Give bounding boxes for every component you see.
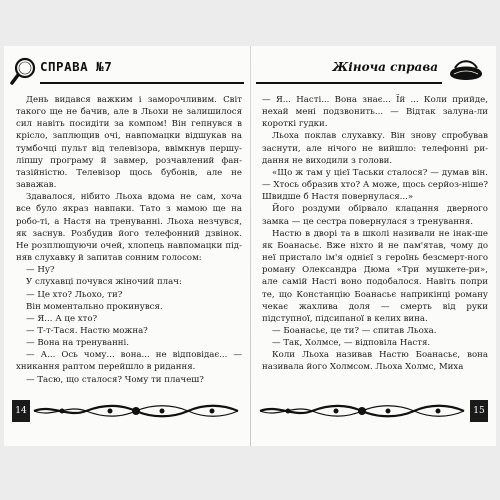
paragraph: — Так, Холмсе, — відповіла Настя. (272, 338, 431, 349)
paragraph: — Я... А це хто? (26, 313, 98, 324)
left-page-text (16, 94, 242, 386)
magnifier-icon (10, 56, 38, 86)
paragraph: Його роздуми обірвало клацання дверного замка — це сестра повернулася з тренування. (262, 204, 488, 227)
paragraph: День видався важким і заморочливим. Світ такого ще не бачив, але в Льохи не залишилося сил навіть посидіти за компом! Він гепнувся в крісло, заплющив очі, навпомацки відшукав на тумбочці пульт від телевізора, ввімкнув першу-ліпшу програму й завмер, розчавлений фан-тазійністю. Телевізор щось бубонів, але не заважав. (16, 95, 242, 191)
ornament (32, 403, 240, 419)
paragraph: «Що ж там у цієї Таськи сталося? — думав він. — Хтось образив хто? А може, щось серйоз-ніше? Швидше б Настя повернулася...» (262, 167, 488, 203)
right-page-text (262, 94, 488, 374)
paragraph: — Тасю, що сталося? Чому ти плачеш? (26, 374, 204, 385)
purse-icon (446, 58, 486, 84)
book-gutter (250, 46, 251, 446)
page-number: 14 (12, 400, 30, 422)
paragraph: — Т-т-Тася. Настю можна? (26, 325, 148, 336)
ornament (258, 403, 466, 419)
page-number: 15 (470, 400, 488, 422)
paragraph: Настю в дворі та в школі називали не інак-ше як Боанасьє. Вже ніхто й не пам'ятав, чому до неї пристало ім'я однієї з героїнь безсмерт-ного роману Олександра Дюма «Три мушкете-ри», але самій Насті воно подобалося. Навіть попри те, що Констанцію Боанасьє наприкінці роману чекає жахлива доля — смерть від руки підступної, підсипаної в келих вина. (262, 228, 488, 324)
header-rule (256, 82, 442, 84)
case-label: СПРАВА №7 (40, 59, 113, 74)
paragraph: Коли Льоха називав Настю Боанасьє, вона називала його Холмсом. Льоха Холмс, Миха (262, 350, 488, 373)
paragraph: У слухавці почувся жіночий плач: (26, 277, 182, 288)
right-page-footer (256, 400, 490, 422)
series-label: Жіноча справа (332, 60, 438, 74)
left-page-footer (10, 400, 244, 422)
paragraph: Здавалося, нібито Льоха вдома не сам, хоча все було якраз навпаки. Тато з мамою ще на робо-ті, а Настя на тренуванні. Льоха незчувся, як заснув. Розбудив його телефонний дзвінок. Не розплющуючи очей, хлопець навпомацки під-няв слухавку й запитав сонним голосом: (16, 192, 242, 264)
paragraph: — Це хто? Льохо, ти? (26, 289, 123, 300)
left-page (10, 46, 248, 446)
paragraph: — Боанасьє, це ти? — спитав Льоха. (272, 325, 437, 336)
paragraph: — А... Ось чому... вона... не відповідає... — хникання раптом перейшло в ридання. (16, 350, 242, 373)
paragraph: — Вона на тренуванні. (26, 338, 130, 349)
paragraph: — Ну? (26, 265, 55, 276)
paragraph: Льоха поклав слухавку. Він знову спробував заснути, але нічого не вийшло: телефонні ри-дання не виходили з голови. (262, 131, 488, 166)
book-spread (4, 46, 496, 446)
right-page (256, 46, 494, 446)
paragraph: Він моментально прокинувся. (26, 301, 163, 312)
right-page-header (256, 56, 490, 86)
header-rule (40, 82, 244, 84)
paragraph: — Я... Насті... Вона знає... Їй ... Коли прийде, нехай мені подзвонить... — Відтак залуна-ли короткі гудки. (262, 95, 488, 130)
left-page-header (10, 56, 244, 86)
